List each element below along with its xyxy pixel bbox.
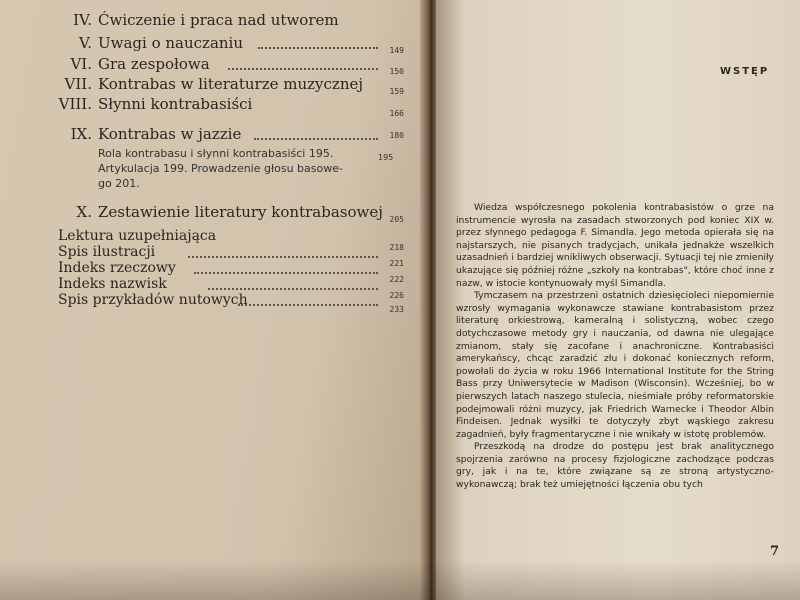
toc-entry <box>58 54 404 74</box>
toc-entry <box>58 94 404 118</box>
page-heading: WSTĘP <box>720 66 770 77</box>
chapter-title: Uwagi o nauczaniu <box>98 34 244 52</box>
chapter-title: Kontrabas w jazzie <box>98 125 242 143</box>
page-ref: 221 <box>389 259 404 268</box>
page-ref: 150 <box>389 67 404 76</box>
chapter-title: Słynni kontrabasiści <box>98 95 253 113</box>
paragraph: Wiedza współczesnego pokolenia kontrabasistów o grze na instrumencie wyrosła na zasadach stworzonych pod koniec XIX w. przez słynnego pedagoga F. Simandla. Jego metoda opierała się na najstarszych, nie pisanych tradycjach, unikała jednakże wszelkich uzasadnień i bardziej wnikliwych obserwacji. Sytuacji tej nie zmieniły ukazujące się później różne „szkoły na kontrabas", które choć inne z nazw, w istocie kontynuowały myśl Simandla. <box>456 202 774 289</box>
chapter-number: IX. <box>70 125 92 143</box>
body-text <box>456 202 774 492</box>
chapter-title: Kontrabas w literaturze muzycznej <box>98 75 364 93</box>
toc-extra <box>58 306 404 326</box>
paragraph: Przeszkodą na drodze do postępu jest brak analitycznego spojrzenia zarówno na procesy fizjologiczne zachodzące podczas gry, jak i na te, które związane są ze stroną artystyczno-wykonawczą; brak też umiejętności łączenia obu tych <box>456 441 774 491</box>
shadow-overlay <box>0 560 800 600</box>
page-ref: 226 <box>389 291 404 300</box>
page-number: 7 <box>770 544 780 559</box>
leader-dots <box>258 45 378 49</box>
page-ref: 159 <box>389 87 404 96</box>
extra-title: Indeks nazwisk <box>58 276 167 292</box>
page-ref: 233 <box>389 305 404 314</box>
chapter-number: X. <box>76 203 92 221</box>
right-page <box>436 0 800 600</box>
page-ref: 205 <box>389 215 404 224</box>
subsection-line: Rola kontrabasu i słynni kontrabasiści 195. <box>98 147 334 160</box>
chapter-number: IV. <box>73 11 92 29</box>
chapter-number: VI. <box>70 55 92 73</box>
extra-title: Lektura uzupełniająca <box>58 228 217 244</box>
chapter-number: VII. <box>64 75 92 93</box>
toc-entry <box>58 33 404 53</box>
chapter-title: Zestawienie literatury kontrabasowej <box>98 203 383 221</box>
subsection-line: Artykulacja 199. Prowadzenie głosu basowe- <box>98 162 343 175</box>
chapter-number: V. <box>79 34 92 52</box>
toc-entry <box>58 74 404 94</box>
extra-title: Indeks rzeczowy <box>58 260 176 276</box>
page-ref: 166 <box>389 109 404 118</box>
chapter-number: VIII. <box>58 95 92 113</box>
leader-dots <box>228 66 378 70</box>
paragraph: Tymczasem na przestrzeni ostatnich dziesięcioleci niepomiernie wzrosły wymagania wykonawcze stawiane kontrabasistom przez literaturę orkiestrową, kameralną i solistyczną, wobec czego dotychczasowe metody gry i nauczania, od dawna nie ulegające zmianom, stały się zacofane i anachroniczne. Kontrabasiści amerykańscy, chcąc zaradzić złu i dokonać koniecznych reform, powołali do życia w roku 1966 International Institute for the String Bass przy Uniwersytecie w Madison (Wisconsin). Wcześniej, bo w pierwszych latach naszego stulecia, nieśmiałe próby reformatorskie podejmowali różni muzycy, jak Friedrich Warnecke i Theodor Albin Findeisen. Jednak wysiłki te dotyczyły zbyt wąskiego zakresu zagadnień, były fragmentaryczne i nie wnikały w istotę problemów. <box>456 290 774 440</box>
toc-entry <box>58 202 404 222</box>
chapter-title: Ćwiczenie i praca nad utworem <box>98 11 339 29</box>
subsection-line: go 201. <box>98 177 140 190</box>
chapter-title: Gra zespołowa <box>98 55 210 73</box>
page-ref: 180 <box>389 131 404 140</box>
toc-entry <box>58 124 404 144</box>
page-ref: 195 <box>378 153 394 162</box>
extra-title: Spis przykładów nutowych <box>58 292 248 308</box>
extra-title: Spis ilustracji <box>58 244 156 260</box>
toc-entry <box>58 10 404 30</box>
page-ref: 222 <box>389 275 404 284</box>
page-ref: 149 <box>389 46 404 55</box>
page-ref: 218 <box>389 243 404 252</box>
leader-dots <box>254 136 378 140</box>
